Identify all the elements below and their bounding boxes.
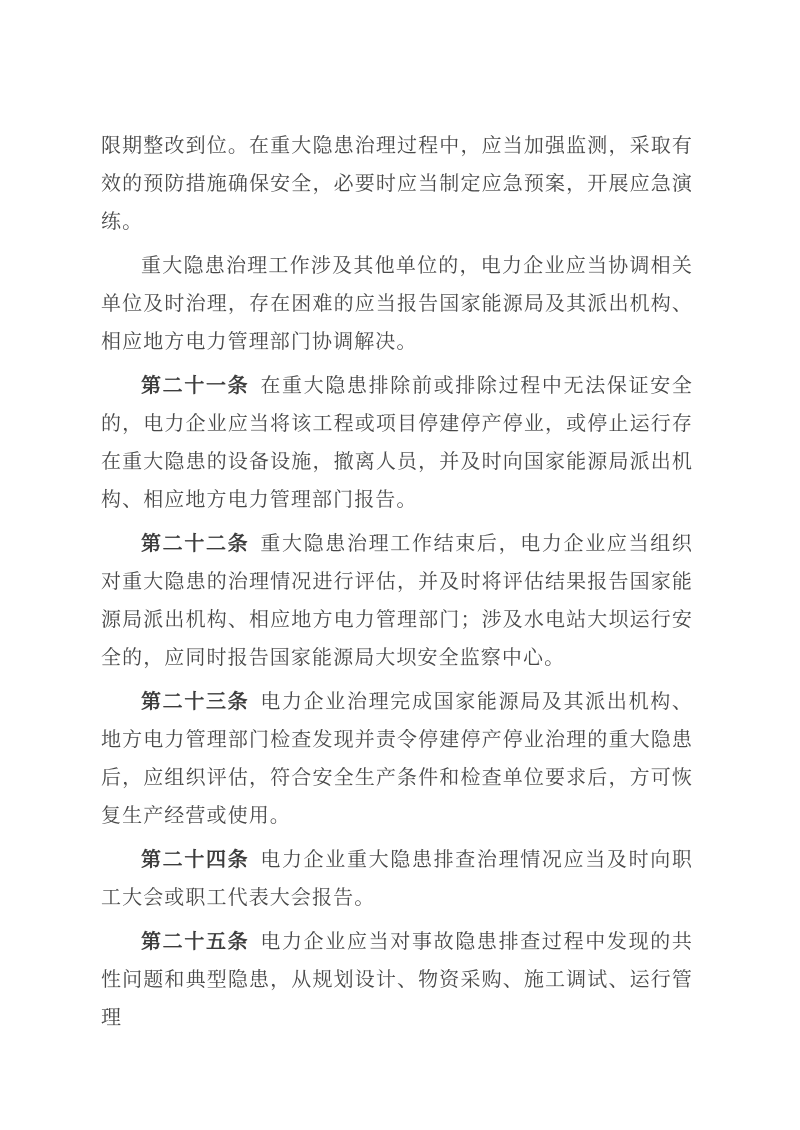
paragraph-text: 重大隐患治理工作涉及其他单位的，电力企业应当协调相关单位及时治理，存在困难的应当报告国家能源局及其派出机构、相应地方电力管理部门协调解决。 [101, 255, 693, 353]
paragraph-article-22 [101, 525, 693, 677]
paragraph [101, 127, 693, 241]
paragraph-text: 电力企业重大隐患排查治理情况应当及时向职工大会或职工代表大会报告。 [101, 849, 693, 909]
paragraph-article-25 [101, 923, 693, 1037]
paragraph-text: 电力企业治理完成国家能源局及其派出机构、地方电力管理部门检查发现并责令停建停产停业治理的重大隐患后，应组织评估，符合安全生产条件和检查单位要求后，方可恢复生产经营或使用。 [101, 691, 693, 827]
paragraph-article-23 [101, 683, 693, 835]
paragraph-text: 在重大隐患排除前或排除过程中无法保证安全的，电力企业应当将该工程或项目停建停产停业，或停止运行存在重大隐患的设备设施，撤离人员，并及时向国家能源局派出机构、相应地方电力管理部门报告。 [101, 375, 693, 511]
paragraph-article-24 [101, 841, 693, 917]
paragraph-article-21 [101, 367, 693, 519]
paragraph [101, 247, 693, 361]
paragraph-text: 电力企业应当对事故隐患排查过程中发现的共性问题和典型隐患，从规划设计、物资采购、施工调试、运行管理 [101, 931, 693, 1029]
article-number: 第二十一条 [141, 375, 250, 397]
article-number: 第二十四条 [141, 849, 250, 871]
document-body [101, 127, 693, 1037]
article-number: 第二十五条 [141, 931, 250, 953]
article-number: 第二十二条 [141, 533, 250, 555]
paragraph-text: 重大隐患治理工作结束后，电力企业应当组织对重大隐患的治理情况进行评估，并及时将评估结果报告国家能源局派出机构、相应地方电力管理部门；涉及水电站大坝运行安全的，应同时报告国家能源局大坝安全监察中心。 [101, 533, 693, 669]
article-number: 第二十三条 [141, 691, 250, 713]
paragraph-text: 限期整改到位。在重大隐患治理过程中，应当加强监测，采取有效的预防措施确保安全，必要时应当制定应急预案，开展应急演练。 [101, 135, 693, 233]
